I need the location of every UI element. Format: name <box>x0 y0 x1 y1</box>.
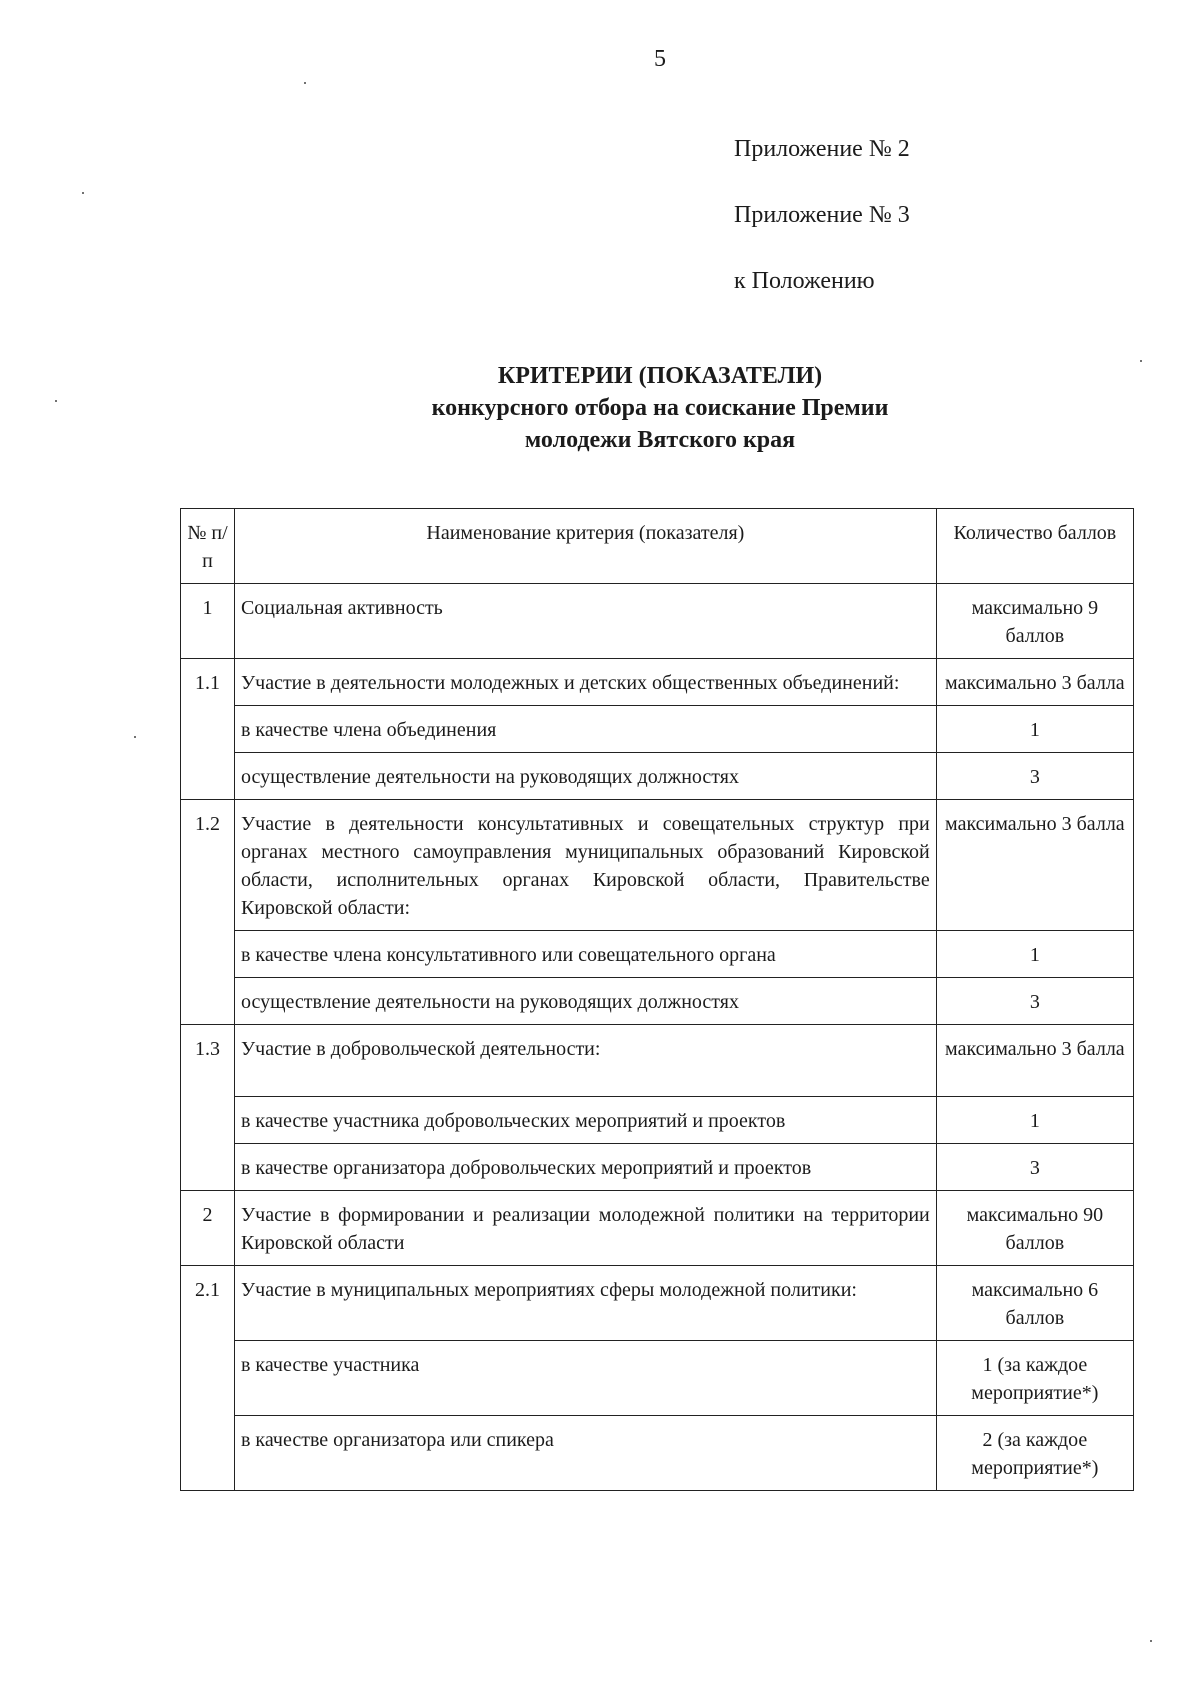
scan-speck <box>82 192 84 194</box>
appendix-line-3: к Положению <box>734 268 875 294</box>
row-score: 3 <box>936 1144 1133 1191</box>
table-row <box>181 1025 1134 1097</box>
header-score: Количество баллов <box>936 509 1133 584</box>
row-score: максимально 6 баллов <box>936 1266 1133 1341</box>
row-score: 1 <box>936 706 1133 753</box>
row-name: в качестве организатора добровольческих мероприятий и проектов <box>234 1144 936 1191</box>
criteria-table <box>180 508 1134 1491</box>
table-row <box>181 1341 1134 1416</box>
row-name: Участие в муниципальных мероприятиях сферы молодежной политики: <box>234 1266 936 1341</box>
table-row <box>181 1191 1134 1266</box>
row-score: максимально 90 баллов <box>936 1191 1133 1266</box>
scan-speck <box>1150 1640 1152 1642</box>
row-score: 1 <box>936 931 1133 978</box>
row-score: максимально 3 балла <box>936 800 1133 931</box>
row-score: 2 (за каждое мероприятие*) <box>936 1416 1133 1491</box>
table-row <box>181 1416 1134 1491</box>
row-name: в качестве члена объединения <box>234 706 936 753</box>
row-name: осуществление деятельности на руководящих должностях <box>234 978 936 1025</box>
table-row <box>181 931 1134 978</box>
table-row <box>181 800 1134 931</box>
scan-speck <box>134 736 136 738</box>
row-name: осуществление деятельности на руководящих должностях <box>234 753 936 800</box>
row-score: 1 (за каждое мероприятие*) <box>936 1341 1133 1416</box>
table-row <box>181 978 1134 1025</box>
row-name: в качестве участника <box>234 1341 936 1416</box>
table-row <box>181 1266 1134 1341</box>
table-row <box>181 753 1134 800</box>
row-name: в качестве организатора или спикера <box>234 1416 936 1491</box>
row-name: в качестве участника добровольческих мероприятий и проектов <box>234 1097 936 1144</box>
row-score: максимально 3 балла <box>936 659 1133 706</box>
row-num: 1 <box>181 584 235 659</box>
header-num: № п/п <box>181 509 235 584</box>
row-num: 1.1 <box>181 659 235 800</box>
table-row <box>181 1097 1134 1144</box>
appendix-line-2: Приложение № 3 <box>734 202 910 228</box>
page-number: 5 <box>654 46 666 72</box>
appendix-line-1: Приложение № 2 <box>734 136 910 162</box>
table-row <box>181 659 1134 706</box>
scan-speck <box>55 400 57 402</box>
title-line-2: конкурсного отбора на соискание Премии <box>431 395 889 421</box>
row-num: 1.2 <box>181 800 235 1025</box>
row-score: максимально 3 балла <box>936 1025 1133 1097</box>
title-line-1: КРИТЕРИИ (ПОКАЗАТЕЛИ) <box>497 363 823 389</box>
row-num: 2.1 <box>181 1266 235 1491</box>
scan-speck <box>1140 360 1142 362</box>
row-score: 1 <box>936 1097 1133 1144</box>
table-header-row <box>181 509 1134 584</box>
row-name: Социальная активность <box>234 584 936 659</box>
row-name: Участие в добровольческой деятельности: <box>234 1025 936 1097</box>
row-name: Участие в деятельности консультативных и совещательных структур при органах местного самоуправления муниципальных образований Кировской области, исполнительных органах Кировской области, Правительстве Кировской области: <box>234 800 936 931</box>
title-line-3: молодежи Вятского края <box>524 427 796 453</box>
table-row <box>181 584 1134 659</box>
header-name: Наименование критерия (показателя) <box>234 509 936 584</box>
row-name: в качестве члена консультативного или совещательного органа <box>234 931 936 978</box>
row-num: 1.3 <box>181 1025 235 1191</box>
row-score: максимально 9 баллов <box>936 584 1133 659</box>
table-row <box>181 1144 1134 1191</box>
row-name: Участие в деятельности молодежных и детских общественных объединений: <box>234 659 936 706</box>
document-title <box>170 360 1150 456</box>
scan-speck <box>304 82 306 84</box>
row-score: 3 <box>936 978 1133 1025</box>
table-row <box>181 706 1134 753</box>
row-name: Участие в формировании и реализации молодежной политики на территории Кировской области <box>234 1191 936 1266</box>
row-num: 2 <box>181 1191 235 1266</box>
row-score: 3 <box>936 753 1133 800</box>
